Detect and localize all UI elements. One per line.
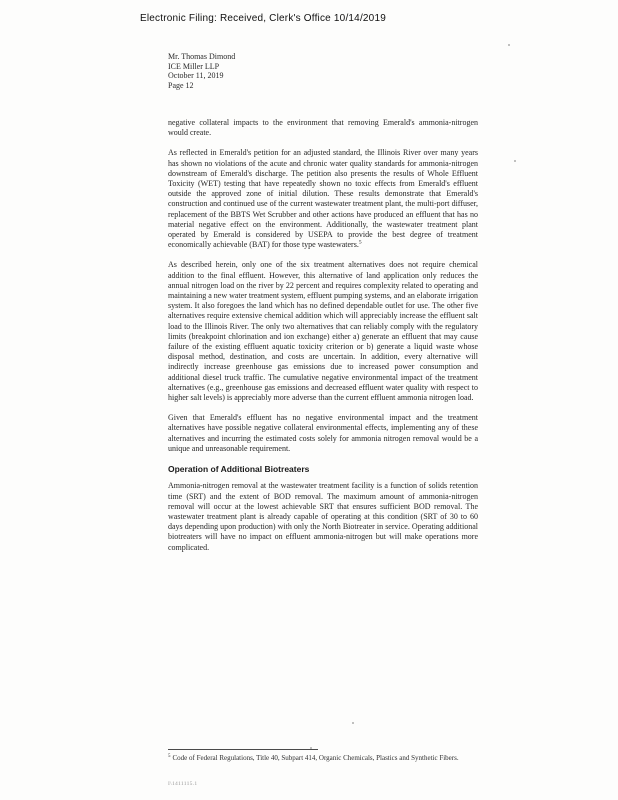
scan-artifact — [508, 44, 510, 46]
paragraph-text: As reflected in Emerald's petition for an adjusted standard, the Illinois River over many years has shown no violations of the acute and chronic water quality standards for ammonia-nitrogen downstream of Emerald's discharge. The petition also presents the results of Whole Effluent Toxicity (WET) testing that have repeatedly shown no toxic effects from Emerald's effluent outside the approved zone of initial dilution. These results demonstrate that Emerald's construction and continued use of the current wastewater treatment plant, the multi-port diffuser, replacement of the BBTS Wet Scrubber and other actions have produced an effluent that has no material negative effect on the environment. Additionally, the wastewater treatment plant operated by Emerald is considered by USEPA to provide the best degree of treatment economically achievable (BAT) for those type wastewaters. — [168, 148, 478, 250]
letter-body — [168, 118, 478, 563]
scan-artifact — [352, 722, 354, 724]
footnote — [168, 754, 480, 763]
paragraph-continuation: negative collateral impacts to the environment that removing Emerald's ammonia-nitrogen would create. — [168, 118, 478, 138]
footnote-text: Code of Federal Regulations, Title 40, Subpart 414, Organic Chemicals, Plastics and Synthetic Fibers. — [172, 754, 459, 762]
paragraph: Ammonia-nitrogen removal at the wastewater treatment facility is a function of solids retention time (SRT) and the extent of BOD removal. The maximum amount of ammonia-nitrogen removal will occur at the lowest achievable SRT that ensures sufficient BOD removal. The wastewater treatment plant is already capable of operating at this condition (SRT of 30 to 60 days depending upon production) with only the North Biotreater in service. Operating additional biotreaters will have no impact on effluent ammonia-nitrogen but will make operations more complicated. — [168, 481, 478, 552]
recipient-firm: ICE Miller LLP — [168, 61, 220, 71]
footnote-marker: 5 — [168, 753, 171, 759]
address-block — [168, 52, 235, 90]
page-number: Page 12 — [168, 80, 194, 90]
efiling-stamp: Electronic Filing: Received, Clerk's Office 10/14/2019 — [140, 13, 386, 24]
paragraph: As described herein, only one of the six treatment alternatives does not require chemical addition to the final effluent. However, this alternative of land application only reduces the annual nitrogen load on the river by 22 percent and requires complexity related to operating and maintaining a new water treatment system, effluent pumping systems, and an elaborate irrigation system. It also foregoes the land which has no defined dependable outlet for use. The other five alternatives require extensive chemical addition which will appreciably increase the effluent salt load to the Illinois River. The only two alternatives that can reliably comply with the regulatory limits (breakpoint chlorination and ion exchange) either a) generate an effluent that may cause failure of the existing effluent aquatic toxicity criterion or b) generate a liquid waste whose disposal method, destination, and costs are uncertain. In addition, every alternative will indirectly increase greenhouse gas emissions due to increased power consumption and additional diesel truck traffic. The cumulative negative environmental impact of the treatment alternatives (e.g., greenhouse gas emissions and decreased effluent water quality with respect to higher salt levels) is appreciably more adverse than the current effluent ammonia nitrogen load. — [168, 260, 478, 403]
footnote-separator — [168, 749, 318, 750]
scan-artifact — [310, 747, 312, 749]
document-id-stamp: I\1411115.1 — [168, 781, 198, 787]
footnote-area — [168, 749, 480, 763]
paragraph: Given that Emerald's effluent has no negative environmental impact and the treatment alternatives have possible negative collateral environmental effects, implementing any of these alternatives and incurring the estimated costs solely for ammonia nitrogen removal would be a unique and unreasonable requirement. — [168, 413, 478, 453]
letter-date: October 11, 2019 — [168, 71, 224, 80]
recipient-name: Mr. Thomas Dimond — [168, 52, 236, 61]
paragraph — [168, 148, 478, 250]
section-heading: Operation of Additional Biotreaters — [168, 464, 310, 475]
footnote-reference: 5 — [358, 239, 362, 246]
scan-artifact — [514, 160, 516, 162]
